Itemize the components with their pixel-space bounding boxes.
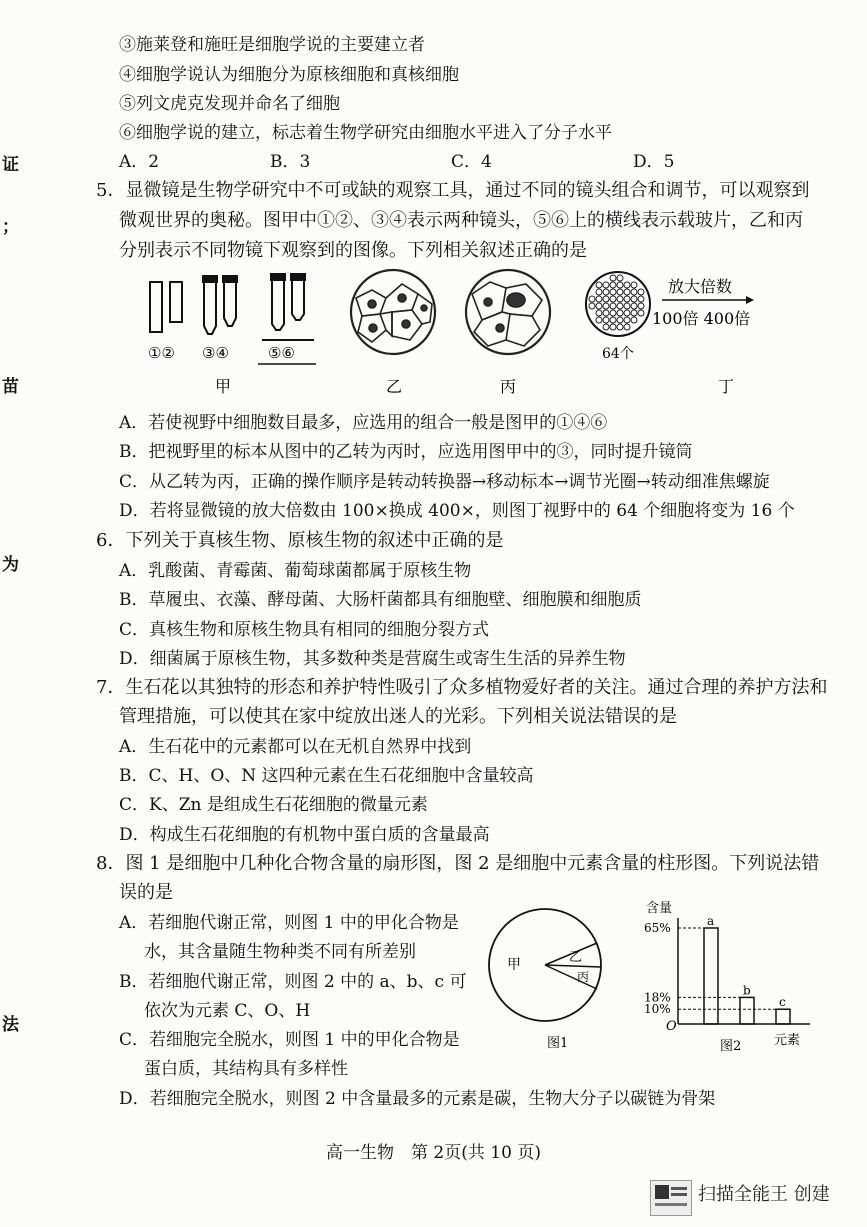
objective-lenses-icon	[203, 276, 237, 334]
q4-item: ④细胞学说认为细胞分为原核细胞和真核细胞	[119, 65, 459, 85]
magnification-values: 100倍 400倍	[652, 309, 751, 328]
q5-stem: 微观世界的奥秘。图甲中①②、③④表示两种镜头，⑤⑥上的横线表示载玻片，乙和丙	[119, 210, 803, 231]
pie-figure	[485, 905, 615, 1055]
microscope-figure	[140, 268, 780, 398]
q8-option: A．若细胞代谢正常，则图 1 中的甲化合物是	[119, 913, 459, 933]
objective-slide-icon	[262, 274, 314, 340]
element-bar-chart	[640, 898, 820, 1058]
figure-caption: 图2	[720, 1039, 742, 1054]
chart-xlabel: 元素	[774, 1033, 801, 1048]
margin-char: 苗	[2, 377, 19, 397]
bar-c	[776, 1009, 790, 1024]
pie-slice-label: 乙	[569, 950, 583, 965]
q7-option: A．生石花中的元素都可以在无机自然界中找到	[119, 737, 472, 757]
bar-label: b	[743, 983, 751, 998]
margin-char: 证	[2, 155, 19, 175]
q7-option: D．构成生石花细胞的有机物中蛋白质的含量最高	[119, 825, 490, 845]
figure-caption: 图1	[547, 1036, 569, 1051]
bar-b	[740, 997, 754, 1024]
lens-label: ⑤⑥	[268, 344, 295, 362]
panel-label-ding: 丁	[718, 377, 735, 396]
q7-option: C．K、Zn 是组成生石花细胞的微量元素	[119, 795, 428, 815]
bar-label: c	[779, 995, 786, 1010]
q7-stem: 7．生石花以其独特的形态和养护特性吸引了众多植物爱好者的关注。通过合理的养护方法和	[96, 677, 828, 698]
q6-stem: 6．下列关于真核生物、原核生物的叙述中正确的是	[96, 530, 504, 551]
cells-low-magnification	[351, 270, 435, 354]
q7-option: B．C、H、O、N 这四种元素在生石花细胞中含量较高	[119, 766, 534, 786]
panel-label-yi: 乙	[386, 377, 403, 396]
q6-option: D．细菌属于原核生物，其多数种类是营腐生或寄生生活的异养生物	[119, 649, 626, 669]
q8-option: C．若细胞完全脱水，则图 1 中的甲化合物是	[119, 1030, 460, 1050]
eyepiece-lenses-icon	[150, 282, 182, 332]
lens-label: ①②	[148, 344, 175, 362]
q4-option: B．3	[270, 152, 311, 172]
margin-char: ；	[2, 217, 19, 237]
q5-option: D．若将显微镜的放大倍数由 100×换成 400×，则图丁视野中的 64 个细胞将变为 16 个	[119, 501, 795, 521]
margin-char: 法	[2, 1015, 19, 1035]
q8-stem: 误的是	[119, 882, 173, 903]
q4-item: ⑤列文虎克发现并命名了细胞	[119, 94, 340, 114]
margin-char: 为	[2, 555, 19, 575]
watermark-text: 扫描全能王 创建	[698, 1184, 830, 1205]
q8-option-cont: 蛋白质，其结构具有多样性	[144, 1059, 348, 1079]
q8-stem: 8．图 1 是细胞中几种化合物含量的扇形图，图 2 是细胞中元素含量的柱形图。下列说法错	[96, 853, 820, 874]
q4-option: A．2	[119, 152, 160, 172]
y-tick-label: 18%	[644, 990, 671, 1005]
camscanner-logo-icon	[650, 1180, 692, 1216]
q8-option-cont: 水，其含量随生物种类不同有所差别	[144, 942, 416, 962]
q8-option-cont: 依次为元素 C、O、H	[144, 1001, 311, 1021]
q5-option: C．从乙转为丙，正确的操作顺序是转动转换器→移动标本→调节光圈→转动细准焦螺旋	[119, 472, 770, 492]
pie-slice-label: 丙	[577, 970, 590, 984]
bar-label: a	[707, 914, 715, 928]
q5-stem: 分别表示不同物镜下观察到的图像。下列相关叙述正确的是	[119, 240, 587, 261]
lens-label: ③④	[202, 344, 229, 362]
page-footer: 高一生物 第 2页(共 10 页)	[326, 1143, 541, 1163]
y-tick-label: 10%	[644, 1002, 671, 1017]
magnification-arrow-label: 放大倍数	[668, 277, 733, 296]
q8-option: B．若细胞代谢正常，则图 2 中的 a、b、c 可	[119, 972, 467, 992]
q6-option: C．真核生物和原核生物具有相同的细胞分裂方式	[119, 620, 490, 640]
chart-ylabel: 含量	[646, 901, 673, 916]
q6-option: B．草履虫、衣藻、酵母菌、大肠杆菌都具有细胞壁、细胞膜和细胞质	[119, 590, 642, 610]
q4-option: D．5	[633, 152, 675, 172]
cell-count-label: 64个	[602, 346, 634, 362]
q7-stem: 管理措施，可以使其在家中绽放出迷人的光彩。下列相关说法错误的是	[119, 706, 677, 727]
q4-item: ⑥细胞学说的建立，标志着生物学研究由细胞水平进入了分子水平	[119, 123, 612, 143]
q4-option: C．4	[451, 152, 492, 172]
q5-option: B．把视野里的标本从图中的乙转为丙时，应选用图甲中的③，同时提升镜筒	[119, 442, 693, 462]
y-tick-label: 65%	[644, 921, 671, 935]
q6-option: A．乳酸菌、青霉菌、葡萄球菌都属于原核生物	[119, 561, 472, 581]
q4-item: ③施莱登和施旺是细胞学说的主要建立者	[119, 35, 425, 55]
panel-label-jia: 甲	[215, 377, 232, 396]
pie-slice-label: 甲	[507, 957, 521, 973]
chart-origin: O	[666, 1019, 677, 1034]
q8-option: D．若细胞完全脱水，则图 2 中含量最多的元素是碳，生物大分子以碳链为骨架	[119, 1089, 716, 1109]
panel-label-bing: 丙	[500, 377, 517, 396]
cells-high-magnification	[466, 270, 550, 354]
q5-option: A．若使视野中细胞数目最多，应选用的组合一般是图甲的①④⑥	[119, 413, 608, 433]
q5-stem: 5．显微镜是生物学研究中不可或缺的观察工具，通过不同的镜头组合和调节，可以观察到	[96, 180, 810, 201]
